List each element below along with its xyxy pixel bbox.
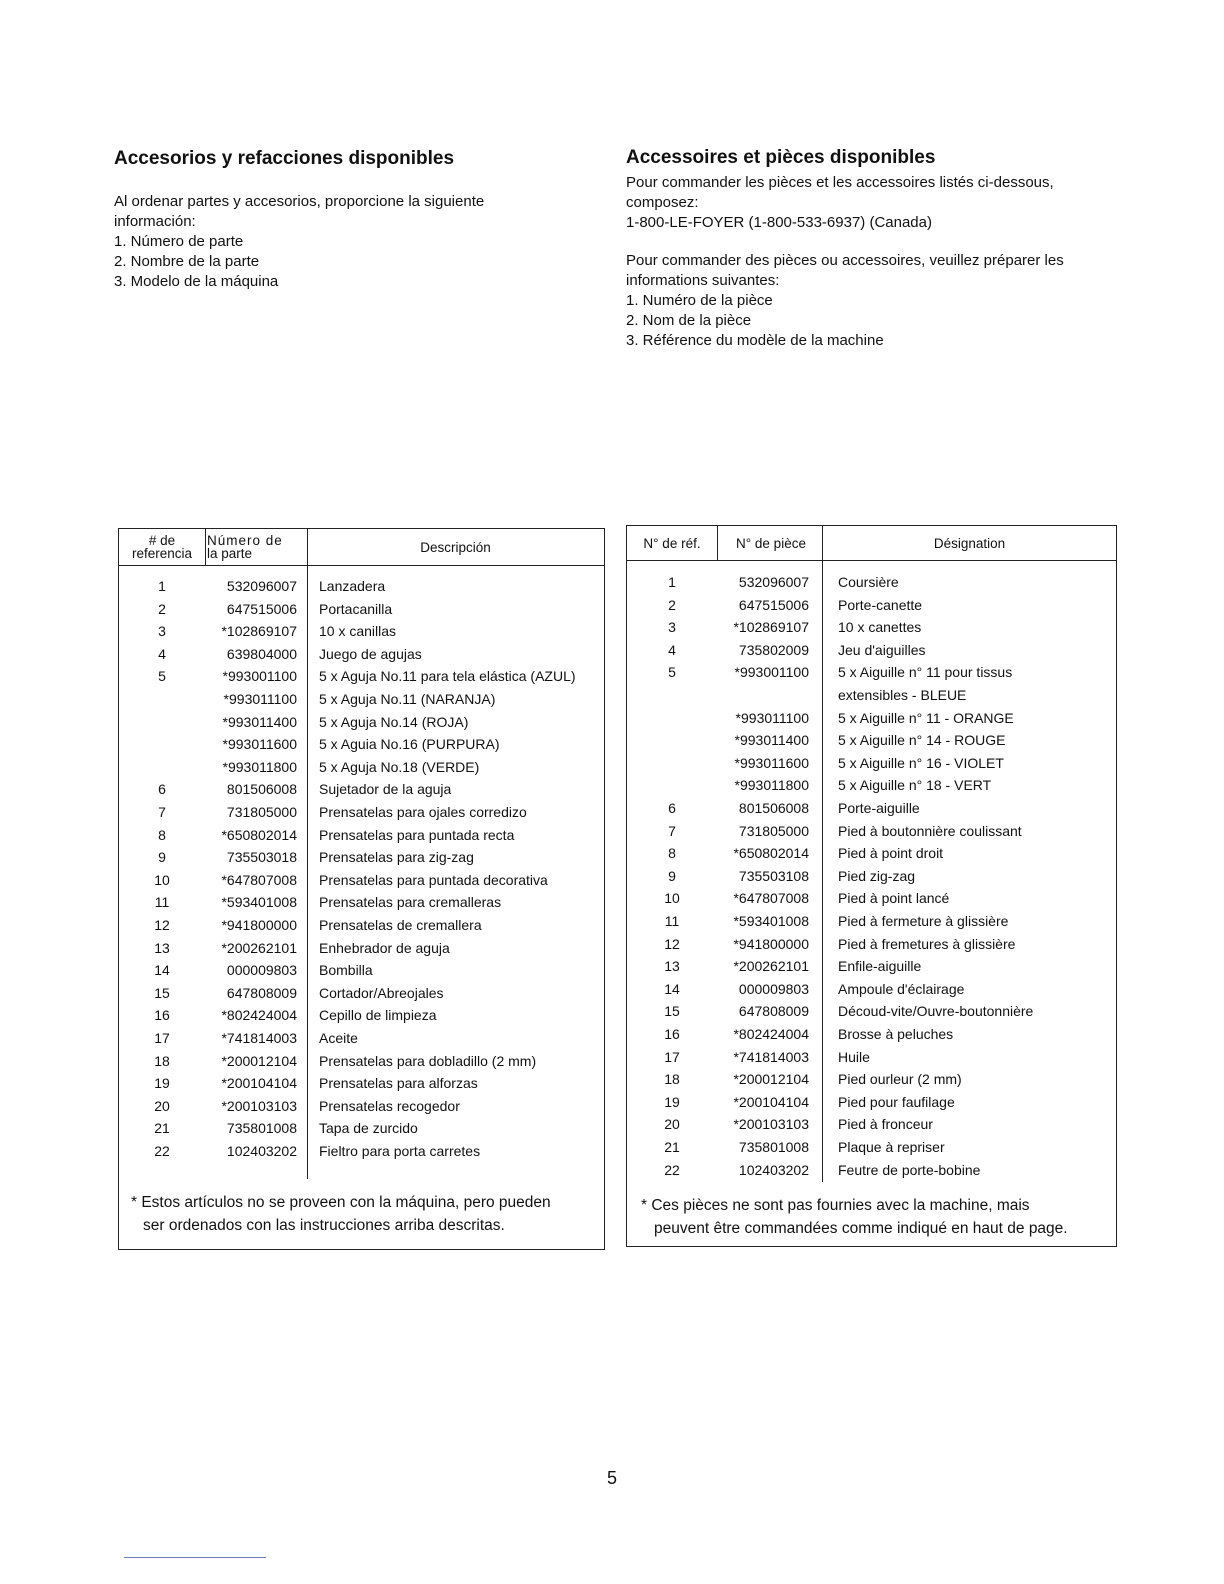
footnote-line-2: peuvent être commandées comme indiqué en haut de page. — [654, 1220, 1068, 1237]
french-list-item: 3. Référence du modèle de la machine — [626, 332, 884, 349]
row-part-number: *993011600 — [734, 754, 809, 771]
row-description: Plaque à repriser — [838, 1139, 945, 1155]
row-part-number: 102403202 — [226, 1143, 297, 1159]
row-part-number: 735801008 — [226, 1120, 297, 1137]
row-reference: 8 — [668, 845, 676, 862]
table-row — [119, 756, 604, 779]
header-part-number — [207, 529, 307, 565]
row-reference: 21 — [154, 1120, 170, 1137]
row-description: 5 x Aguia No.16 (PURPURA) — [319, 736, 500, 753]
row-part-number: *200104104 — [733, 1093, 809, 1110]
header-description: Désignation — [933, 535, 1006, 551]
row-reference: 20 — [154, 1097, 170, 1114]
table-header — [119, 529, 604, 566]
row-part-number: *102869107 — [733, 619, 809, 636]
row-part-number: 735802009 — [738, 641, 809, 658]
row-description: 5 x Aiguille n° 11 - ORANGE — [838, 709, 1014, 726]
table-footnote — [119, 1191, 604, 1237]
table-row — [119, 598, 604, 621]
row-part-number: *741814003 — [221, 1030, 297, 1046]
row-reference: 17 — [154, 1030, 170, 1046]
spanish-intro-line-2: información: — [114, 213, 196, 230]
row-part-number: 647515006 — [738, 596, 809, 613]
row-reference: 1 — [158, 578, 166, 594]
row-reference: 13 — [154, 939, 170, 956]
table-row — [627, 820, 1116, 843]
row-reference: 10 — [154, 871, 170, 888]
row-part-number: *200262101 — [733, 958, 809, 975]
spanish-list-item: 1. Número de parte — [114, 233, 244, 250]
row-reference: 15 — [154, 984, 170, 1001]
row-description: Pied à fermeture à glissière — [838, 913, 1009, 929]
row-reference: 11 — [154, 894, 170, 911]
page-number: 5 — [606, 1468, 617, 1488]
row-part-number: *200012104 — [733, 1071, 809, 1088]
row-part-number: *993011800 — [222, 758, 297, 775]
row-part-number: *993001100 — [734, 664, 809, 681]
french-list-item: 1. Numéro de la pièce — [626, 292, 773, 309]
row-description: 5 x Aiguille n° 18 - VERT — [838, 777, 992, 794]
row-part-number: *941800000 — [221, 917, 297, 933]
row-part-number: 647808009 — [738, 1003, 809, 1020]
row-description: 5 x Aguja No.11 (NARANJA) — [319, 691, 496, 707]
row-part-number: 000009803 — [226, 962, 297, 979]
table-row — [627, 707, 1116, 730]
row-reference: 16 — [664, 1026, 680, 1042]
column-divider — [717, 526, 718, 560]
table-row — [119, 733, 604, 756]
header-reference — [119, 529, 205, 565]
row-reference: 7 — [668, 822, 676, 839]
row-description: Aceite — [319, 1030, 358, 1046]
row-description: Jeu d'aiguilles — [838, 641, 926, 658]
table-row — [627, 774, 1116, 797]
table-header — [627, 526, 1116, 561]
row-description: Pied à boutonnière coulissant — [838, 822, 1022, 839]
french-phone: 1-800-LE-FOYER (1-800-533-6937) (Canada) — [626, 214, 932, 231]
footer-rule — [124, 1557, 266, 1558]
row-description: Juego de agujas — [319, 645, 422, 662]
row-part-number: *802424004 — [733, 1026, 809, 1042]
row-part-number: *200262101 — [221, 939, 297, 956]
header-part-number: N° de pièce — [736, 535, 806, 551]
row-part-number: *993011100 — [735, 709, 809, 726]
row-reference: 8 — [158, 826, 166, 843]
table-row — [627, 978, 1116, 1001]
french-intro-line-1: Pour commander les pièces et les accessoires listés ci-dessous, — [626, 174, 1054, 191]
table-row — [627, 1023, 1116, 1046]
row-reference: 14 — [154, 962, 170, 979]
row-description: Prensatelas para ojales corredizo — [319, 804, 527, 820]
row-reference: 19 — [154, 1075, 170, 1092]
row-part-number: *200103103 — [221, 1097, 297, 1114]
spanish-heading: Accesorios y refacciones disponibles — [114, 148, 455, 169]
row-description: 5 x Aguja No.11 para tela elástica (AZUL) — [319, 668, 576, 685]
table-row — [119, 778, 604, 801]
row-description: Prensatelas para puntada recta — [319, 826, 515, 843]
row-part-number: 532096007 — [738, 574, 809, 590]
row-reference: 17 — [664, 1048, 680, 1065]
table-row — [119, 688, 604, 711]
row-description: 5 x Aiguille n° 14 - ROUGE — [838, 732, 1006, 749]
row-description: 10 x canettes — [838, 619, 922, 636]
row-reference: 1 — [668, 574, 676, 590]
table-row — [627, 752, 1116, 775]
row-reference: 19 — [664, 1093, 680, 1110]
french-intro — [626, 147, 1126, 351]
row-part-number: 000009803 — [738, 980, 809, 997]
table-row — [627, 1000, 1116, 1023]
spanish-list-item: 2. Nombre de la parte — [114, 253, 260, 270]
table-row — [119, 869, 604, 892]
row-part-number: 532096007 — [226, 578, 297, 594]
spanish-intro-line-1: Al ordenar partes y accesorios, proporcione la siguiente — [114, 193, 485, 210]
row-reference: 6 — [668, 800, 676, 816]
table-row — [627, 639, 1116, 662]
table-row — [627, 955, 1116, 978]
table-row — [119, 914, 604, 937]
row-description: 5 x Aiguille n° 16 - VIOLET — [838, 754, 1004, 771]
footnote-line-1: * Estos artículos no se proveen con la máquina, pero pueden — [131, 1194, 551, 1211]
row-reference: 7 — [158, 804, 166, 820]
row-part-number: 801506008 — [226, 781, 297, 798]
row-description: Prensatelas para puntada decorativa — [319, 871, 548, 888]
row-part-number: *993011400 — [734, 732, 809, 749]
row-description: Cepillo de limpieza — [319, 1007, 437, 1024]
table-row — [119, 801, 604, 824]
row-description: Pied à point droit — [838, 845, 944, 862]
row-part-number: *650802014 — [221, 826, 297, 843]
table-row — [627, 1136, 1116, 1159]
row-description: extensibles - BLEUE — [838, 687, 967, 703]
table-row — [627, 1046, 1116, 1069]
table-row — [119, 575, 604, 598]
row-description: Lanzadera — [319, 578, 386, 594]
row-description: Prensatelas para zig-zag — [319, 849, 474, 866]
row-description: Sujetador de la aguja — [319, 781, 452, 798]
row-part-number: 639804000 — [226, 645, 297, 662]
table-row — [119, 1004, 604, 1027]
row-part-number: *647807008 — [221, 871, 297, 888]
row-part-number: *802424004 — [221, 1007, 297, 1024]
table-row — [119, 959, 604, 982]
row-part-number: *650802014 — [733, 845, 809, 862]
table-row — [119, 1050, 604, 1073]
row-part-number: *200012104 — [221, 1052, 297, 1069]
table-row — [119, 711, 604, 734]
footnote-line-1: * Ces pièces ne sont pas fournies avec la machine, mais — [641, 1197, 1030, 1214]
row-description: 10 x canillas — [319, 623, 397, 640]
row-description: Coursière — [838, 574, 899, 590]
row-description: Portacanilla — [319, 600, 393, 617]
row-reference: 9 — [158, 849, 166, 866]
row-part-number: *941800000 — [733, 935, 809, 952]
row-part-number: *993001100 — [222, 668, 297, 685]
row-reference: 21 — [664, 1139, 680, 1155]
row-part-number: 647515006 — [226, 600, 297, 617]
table-row — [627, 594, 1116, 617]
table-footnote — [627, 1194, 1116, 1240]
row-description: Ampoule d'éclairage — [838, 980, 965, 997]
row-part-number: *647807008 — [733, 890, 809, 907]
table-row — [627, 684, 1116, 707]
row-description: Pied à point lancé — [838, 890, 950, 907]
row-reference: 22 — [154, 1143, 170, 1159]
row-description: Pied ourleur (2 mm) — [838, 1071, 962, 1088]
header-reference: N° de réf. — [643, 535, 701, 551]
row-reference: 10 — [664, 890, 680, 907]
row-description: Tapa de zurcido — [319, 1120, 418, 1137]
row-reference: 4 — [668, 641, 676, 658]
row-part-number: *593401008 — [733, 913, 809, 929]
row-description: Fieltro para porta carretes — [319, 1143, 481, 1159]
row-part-number: 801506008 — [738, 800, 809, 816]
table-row — [627, 910, 1116, 933]
footnote-line-2: ser ordenados con las instrucciones arriba descritas. — [143, 1217, 505, 1234]
row-description: Porte-aiguille — [838, 800, 920, 816]
row-description: Prensatelas recogedor — [319, 1097, 460, 1114]
row-part-number: *993011400 — [222, 713, 297, 730]
spanish-parts-table — [118, 528, 605, 1250]
row-reference: 14 — [664, 980, 680, 997]
table-row — [119, 1095, 604, 1118]
row-reference: 20 — [664, 1116, 680, 1133]
row-part-number: *993011800 — [734, 777, 809, 794]
row-reference: 13 — [664, 958, 680, 975]
table-row — [627, 887, 1116, 910]
row-description: Pied à fremetures à glissière — [838, 935, 1016, 952]
row-description: Pied pour faufilage — [838, 1093, 955, 1110]
french-parts-table — [626, 525, 1117, 1247]
row-part-number: 735801008 — [738, 1139, 809, 1155]
row-part-number: 731805000 — [738, 822, 809, 839]
table-row — [627, 571, 1116, 594]
french-heading: Accessoires et pièces disponibles — [626, 147, 936, 168]
header-part-number-line-1: Número de — [207, 533, 283, 548]
row-reference: 2 — [668, 596, 676, 613]
table-row — [119, 982, 604, 1005]
table-row — [627, 865, 1116, 888]
row-description: Pied zig-zag — [838, 867, 916, 884]
spanish-list-item: 3. Modelo de la máquina — [114, 273, 279, 290]
table-row — [119, 1027, 604, 1050]
row-description: Huile — [838, 1048, 870, 1065]
row-description: Brosse à peluches — [838, 1026, 954, 1042]
row-reference: 12 — [664, 935, 680, 952]
table-row — [627, 797, 1116, 820]
table-row — [627, 1091, 1116, 1114]
column-divider — [205, 529, 206, 565]
row-part-number: 731805000 — [226, 804, 297, 820]
row-description: Bombilla — [319, 962, 373, 979]
row-part-number: 647808009 — [226, 984, 297, 1001]
row-part-number: *741814003 — [733, 1048, 809, 1065]
row-reference: 22 — [664, 1161, 680, 1178]
french-list-item: 2. Nom de la pièce — [626, 312, 752, 329]
table-row — [119, 891, 604, 914]
table-row — [119, 620, 604, 643]
table-row — [119, 1117, 604, 1140]
row-description: Prensatelas para alforzas — [319, 1075, 478, 1092]
table-row — [119, 665, 604, 688]
row-description: Prensatelas para cremalleras — [319, 894, 502, 911]
row-description: Prensatelas para dobladillo (2 mm) — [319, 1052, 537, 1069]
row-part-number: *593401008 — [221, 894, 297, 911]
row-reference: 12 — [154, 917, 170, 933]
row-reference: 2 — [158, 600, 166, 617]
french-intro-line-3: Pour commander des pièces ou accessoires, veuillez préparer les — [626, 252, 1064, 269]
table-row — [627, 1068, 1116, 1091]
row-reference: 15 — [664, 1003, 680, 1020]
row-part-number: *993011100 — [223, 691, 297, 707]
header-reference-line-1: # de — [148, 533, 176, 548]
table-row — [119, 846, 604, 869]
row-description: Enfile-aiguille — [838, 958, 922, 975]
table-row — [627, 729, 1116, 752]
header-part-number-line-2: la parte — [207, 546, 253, 561]
row-description: 5 x Aguja No.18 (VERDE) — [319, 758, 480, 775]
row-part-number: *200104104 — [221, 1075, 297, 1092]
table-row — [627, 842, 1116, 865]
row-description: Prensatelas de cremallera — [319, 917, 482, 933]
table-row — [119, 824, 604, 847]
row-part-number: *102869107 — [221, 623, 297, 640]
table-row — [119, 643, 604, 666]
header-description: Descripción — [420, 539, 491, 555]
row-description: Cortador/Abreojales — [319, 984, 444, 1001]
row-part-number: 735503018 — [226, 849, 297, 866]
row-part-number: 735503108 — [738, 867, 809, 884]
row-reference: 3 — [668, 619, 676, 636]
row-reference: 18 — [664, 1071, 680, 1088]
row-description: Feutre de porte-bobine — [838, 1161, 981, 1178]
table-row — [627, 661, 1116, 684]
spanish-intro — [114, 148, 584, 292]
row-description: Porte-canette — [838, 596, 923, 613]
table-row — [627, 933, 1116, 956]
table-row — [627, 1113, 1116, 1136]
row-part-number: *993011600 — [222, 736, 297, 753]
row-description: 5 x Aguja No.14 (ROJA) — [319, 713, 469, 730]
row-description: Pied à fronceur — [838, 1116, 933, 1133]
row-reference: 16 — [154, 1007, 170, 1024]
row-reference: 3 — [158, 623, 166, 640]
row-reference: 4 — [158, 645, 166, 662]
table-row — [119, 1072, 604, 1095]
row-reference: 11 — [664, 913, 680, 929]
row-reference: 5 — [158, 668, 166, 685]
row-reference: 9 — [668, 867, 676, 884]
row-part-number: 102403202 — [738, 1161, 809, 1178]
header-reference-line-2: referencia — [131, 546, 193, 561]
french-intro-line-2: composez: — [626, 194, 699, 211]
table-row — [119, 937, 604, 960]
row-reference: 18 — [154, 1052, 170, 1069]
table-row — [627, 616, 1116, 639]
row-description: Enhebrador de aguja — [319, 939, 450, 956]
row-description: Découd-vite/Ouvre-boutonnière — [838, 1003, 1034, 1020]
row-reference: 6 — [158, 781, 166, 798]
row-part-number: *200103103 — [733, 1116, 809, 1133]
row-description: 5 x Aiguille n° 11 pour tissus — [838, 664, 1013, 681]
row-reference: 5 — [668, 664, 676, 681]
table-row — [119, 1140, 604, 1163]
table-row — [627, 1159, 1116, 1182]
french-intro-line-4: informations suivantes: — [626, 272, 780, 289]
